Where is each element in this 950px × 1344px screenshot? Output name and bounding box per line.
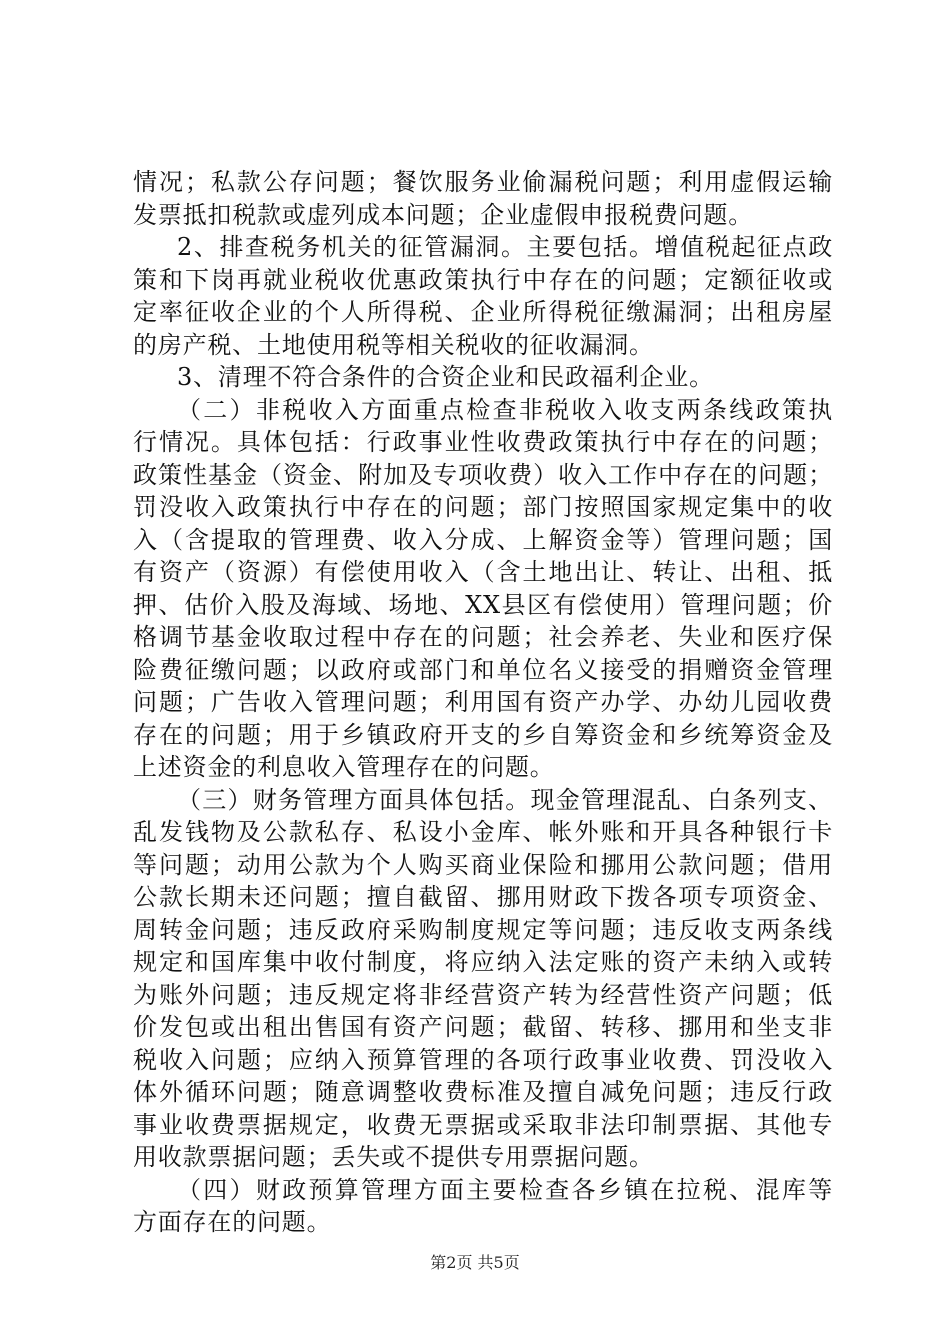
document-body (133, 166, 833, 1239)
text-line: 策和下岗再就业税收优惠政策执行中存在的问题；定额征收或 (133, 265, 833, 294)
text-line: 事业收费票据规定，收费无票据或采取非法印制票据、其他专 (133, 1110, 833, 1139)
text-line: （三）财务管理方面具体包括。现金管理混乱、白条列支、 (177, 785, 833, 814)
text-line: 税收入问题；应纳入预算管理的各项行政事业收费、罚没收入 (133, 1045, 833, 1074)
text-line: 上述资金的利息收入管理存在的问题。 (133, 753, 555, 781)
text-line: 规定和国库集中收付制度，将应纳入法定账的资产未纳入或转 (133, 948, 833, 976)
text-line: 入（含提取的管理费、收入分成、上解资金等）管理问题；国 (133, 525, 833, 554)
text-line: 押、估价入股及海域、场地、XX县区有偿使用）管理问题；价 (133, 590, 833, 619)
text-line: （四）财政预算管理方面主要检查各乡镇在拉税、混库等 (177, 1175, 833, 1204)
text-line: 存在的问题；用于乡镇政府开支的乡自筹资金和乡统筹资金及 (133, 720, 833, 749)
text-line: 情况；私款公存问题；餐饮服务业偷漏税问题；利用虚假运输 (133, 168, 833, 196)
text-line: 发票抵扣税款或虚列成本问题；企业虚假申报税费问题。 (133, 200, 753, 229)
text-line: （二）非税收入方面重点检查非税收入收支两条线政策执 (177, 395, 833, 424)
text-line: 等问题；动用公款为个人购买商业保险和挪用公款问题；借用 (133, 850, 833, 879)
text-line: 政策性基金（资金、附加及专项收费）收入工作中存在的问题； (133, 460, 833, 489)
text-line: 方面存在的问题。 (133, 1208, 332, 1236)
text-line: 行情况。具体包括：行政事业性收费政策执行中存在的问题； (133, 428, 833, 456)
text-line: 有资产（资源）有偿使用收入（含土地出让、转让、出租、抵 (133, 558, 833, 586)
text-line: 问题；广告收入管理问题；利用国有资产办学、办幼儿园收费 (133, 688, 833, 716)
page-footer: 第2页 共5页 (430, 1253, 520, 1272)
text-line: 罚没收入政策执行中存在的问题；部门按照国家规定集中的收 (133, 493, 833, 521)
text-line: 用收款票据问题；丢失或不提供专用票据问题。 (133, 1143, 654, 1171)
text-line: 3、清理不符合条件的合资企业和民政福利企业。 (177, 363, 714, 391)
text-line: 为账外问题；违反规定将非经营资产转为经营性资产问题；低 (133, 980, 833, 1009)
text-line: 2、排查税务机关的征管漏洞。主要包括。增值税起征点政 (177, 233, 833, 261)
text-line: 乱发钱物及公款私存、私设小金库、帐外账和开具各种银行卡 (133, 818, 833, 846)
text-line: 的房产税、土地使用税等相关税收的征收漏洞。 (133, 330, 654, 359)
text-line: 价发包或出租出售国有资产问题；截留、转移、挪用和坐支非 (133, 1013, 833, 1041)
text-line: 体外循环问题；随意调整收费标准及擅自减免问题；违反行政 (133, 1078, 833, 1106)
text-line: 周转金问题；违反政府采购制度规定等问题；违反收支两条线 (133, 915, 833, 944)
text-line: 险费征缴问题；以政府或部门和单位名义接受的捐赠资金管理 (133, 655, 833, 684)
text-line: 格调节基金收取过程中存在的问题；社会养老、失业和医疗保 (133, 623, 833, 651)
text-line: 公款长期未还问题；擅自截留、挪用财政下拨各项专项资金、 (133, 883, 833, 911)
text-line: 定率征收企业的个人所得税、企业所得税征缴漏洞；出租房屋 (133, 298, 833, 326)
